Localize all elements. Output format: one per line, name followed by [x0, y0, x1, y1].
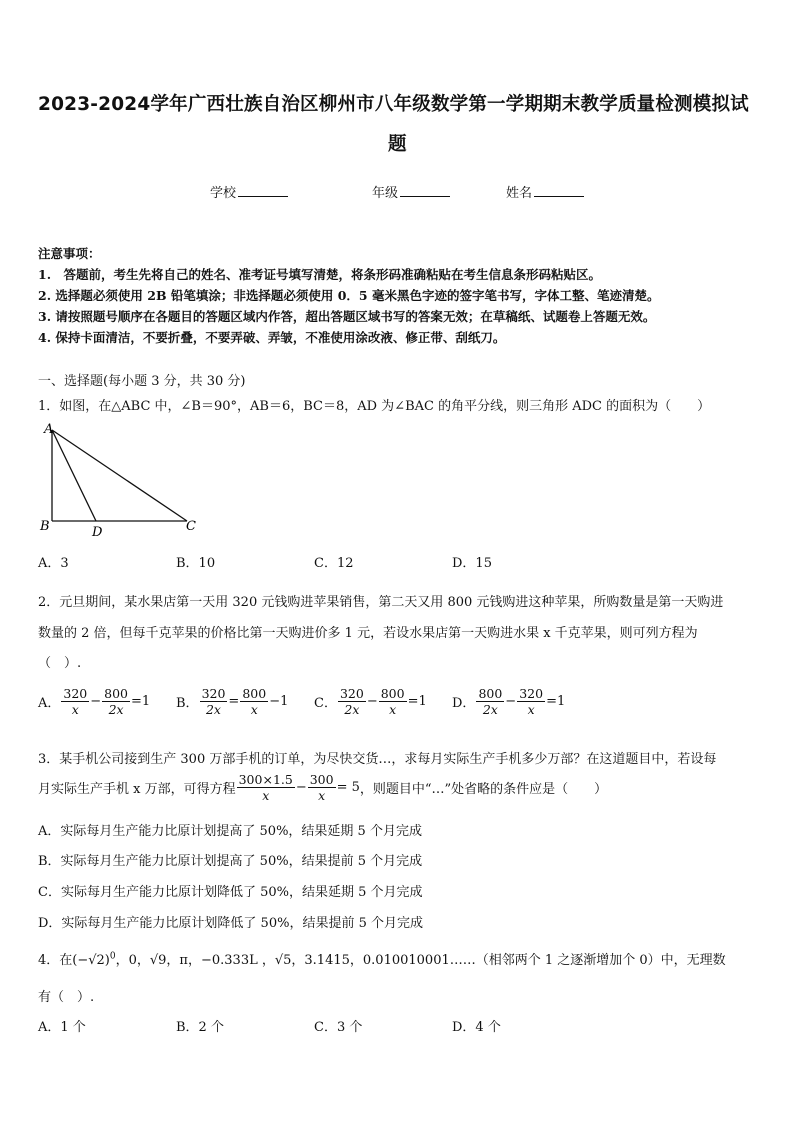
triangle-figure [38, 420, 208, 542]
denominator: x [527, 702, 535, 717]
q2-option-b[interactable] [176, 686, 288, 717]
question-2-line2: 数量的 2 倍，但每千克苹果的价格比第一天购进价多 1 元，若设水果店第一天购进水果 x 千克苹果，则可列方程为 [38, 626, 698, 641]
numerator: 320 [519, 686, 544, 701]
option-label: B． [176, 696, 199, 711]
vertex-c: C [186, 519, 196, 534]
operator: − [505, 694, 517, 709]
denominator: 2x [344, 702, 360, 717]
numerator: 800 [242, 686, 267, 701]
q3-option-b[interactable]: B．实际每月生产能力比原计划提高了 50%，结果提前 5 个月完成 [38, 854, 423, 869]
operator: − [295, 780, 307, 795]
q2-option-c[interactable] [314, 686, 427, 717]
operator: − [366, 694, 378, 709]
page-title-cont: 题 [388, 134, 407, 155]
q3-option-c[interactable]: C．实际每月生产能力比原计划降低了 50%，结果延期 5 个月完成 [38, 885, 423, 900]
notice-item-1: 1. 答题前，考生先将自己的姓名、准考证号填写清楚，将条形码准确粘贴在考生信息条形码粘贴区。 [38, 267, 602, 282]
q4-option-c[interactable]: C．3 个 [314, 1020, 363, 1035]
q1-option-c[interactable]: C．12 [314, 556, 354, 571]
q4-expr: (−√2) [72, 953, 110, 968]
vertex-b: B [40, 519, 50, 534]
question-3-line2 [38, 772, 607, 803]
q4-option-b[interactable]: B．2 个 [176, 1020, 224, 1035]
operator: = [228, 694, 240, 709]
question-3-line1: 3．某手机公司接到生产 300 万部手机的订单，为尽快交货…，求每月实际生产手机多少万部？在这道题目中，若设每 [38, 752, 717, 767]
numerator: 300 [309, 772, 334, 787]
q2-option-a[interactable] [38, 686, 150, 717]
rhs: =1 [546, 694, 566, 709]
school-field[interactable] [210, 182, 288, 201]
question-4-line1 [38, 949, 726, 968]
grade-field[interactable] [372, 182, 450, 201]
q2-option-d[interactable] [452, 686, 565, 717]
point-d: D [92, 525, 103, 540]
notice-item-3: 3. 请按照题号顺序在各题目的答题区域内作答，超出答题区域书写的答案无效；在草稿纸、试题卷上答题无效。 [38, 309, 656, 324]
numerator: 320 [63, 686, 88, 701]
numerator: 320 [339, 686, 364, 701]
option-label: A． [38, 696, 61, 711]
question-4-line2: 有（ ）. [38, 990, 95, 1005]
numerator: 800 [380, 686, 405, 701]
bisector-ad [52, 430, 96, 521]
notice-item-4: 4. 保持卡面清洁，不要折叠，不要弄破、弄皱，不准使用涂改液、修正带、刮纸刀。 [38, 330, 506, 345]
page-title: 2023-2024学年广西壮族自治区柳州市八年级数学第一学期期末教学质量检测模拟试 [38, 94, 749, 115]
q3-text-b: ，则题目中“…”处省略的条件应是（ ） [359, 782, 608, 797]
denominator: 2x [205, 702, 221, 717]
rhs: =1 [407, 694, 427, 709]
denominator: x [262, 788, 270, 803]
q1-option-b[interactable]: B．10 [176, 556, 216, 571]
school-label: 学校 [210, 186, 237, 201]
denominator: 2x [482, 702, 498, 717]
question-1: 1．如图，在△ABC 中，∠B＝90°，AB＝6，BC＝8，AD 为∠BAC 的角平分线，则三角形 ADC 的面积为（ ） [38, 399, 711, 414]
q3-text-a: 月实际生产手机 x 万部，可得方程 [38, 782, 236, 797]
option-label: D． [452, 696, 476, 711]
operator: − [90, 694, 102, 709]
rhs: =1 [131, 694, 151, 709]
name-field[interactable] [506, 182, 584, 201]
q3-option-a[interactable]: A．实际每月生产能力比原计划提高了 50%，结果延期 5 个月完成 [38, 824, 422, 839]
denominator: x [318, 788, 326, 803]
notice-item-2: 2. 选择题必须使用 2B 铅笔填涂；非选择题必须使用 0．5 毫米黑色字迹的签字笔书写，字体工整、笔迹清楚。 [38, 288, 660, 303]
q4-exponent: 0 [109, 951, 116, 962]
numerator: 800 [478, 686, 503, 701]
question-2-line3: （ ）. [38, 656, 82, 671]
denominator: x [389, 702, 397, 717]
numerator: 320 [201, 686, 226, 701]
denominator: x [71, 702, 79, 717]
numerator: 300×1.5 [238, 772, 293, 787]
question-2-line1: 2．元旦期间，某水果店第一天用 320 元钱购进苹果销售，第二天又用 800 元钱购进这种苹果，所购数量是第一天购进 [38, 595, 724, 610]
denominator: x [250, 702, 258, 717]
name-label: 姓名 [506, 186, 533, 201]
grade-label: 年级 [372, 186, 399, 201]
q3-option-d[interactable]: D．实际每月生产能力比原计划降低了 50%，结果提前 5 个月完成 [38, 916, 423, 931]
rhs: = 5 [336, 780, 360, 795]
side-ac [52, 430, 187, 521]
vertex-a: A [44, 422, 54, 437]
section-heading: 一、选择题(每小题 3 分，共 30 分) [38, 374, 246, 389]
option-label: C． [314, 696, 337, 711]
q4-prefix: 4．在 [38, 953, 73, 968]
numerator: 800 [104, 686, 129, 701]
rhs: −1 [269, 694, 289, 709]
q4-option-d[interactable]: D．4 个 [452, 1020, 501, 1035]
q4-option-a[interactable]: A．1 个 [38, 1020, 86, 1035]
denominator: 2x [108, 702, 124, 717]
notice-heading: 注意事项： [38, 246, 101, 261]
q1-option-a[interactable]: A．3 [38, 556, 69, 571]
q1-option-d[interactable]: D．15 [452, 556, 492, 571]
q4-rest: ，0，√9，π，−0.333L ，√5，3.1415，0.010010001……（相邻两个 1 之逐渐增加个 0）中，无理数 [115, 953, 726, 968]
